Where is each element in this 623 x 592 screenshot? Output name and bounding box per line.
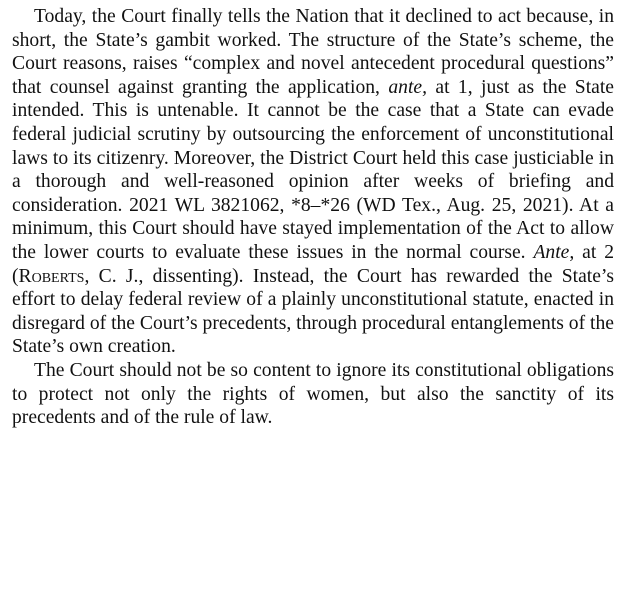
- paragraph-1-text-4: , C. J., dissenting). Instead, the Court has rewarded the State’s effort to delay federal review of a plainly unconstitutional statute, enacted in disregard of the Court’s precedents, through procedural entanglements of the State’s own creation.: [12, 265, 614, 358]
- citation-ante-1: ante,: [388, 76, 427, 98]
- paragraph-2-text-1: The Court should not be so content to ignore its constitutional obligations to protect not only the rights of women, but also the sanctity of its precedents and of the rule of law.: [12, 359, 614, 429]
- paragraph-1-text-3: at 2 (: [12, 241, 614, 287]
- citation-ante-2: Ante,: [533, 241, 575, 263]
- paragraph-2: [12, 359, 614, 430]
- paragraph-1: [12, 5, 614, 359]
- justice-name-roberts: Roberts: [18, 265, 85, 287]
- paragraph-1-text-2: at 1, just as the State intended. This is untenable. It cannot be the case that a State can evade federal judicial scrutiny by outsourcing the enforcement of unconstitutional laws to its citizenry. Moreover, the District Court held this case justiciable in a thorough and well-reasoned opinion after weeks of briefing and consideration. 2021 WL 3821062, *8–*26 (WD Tex., Aug. 25, 2021). At a minimum, this Court should have stayed implementation of the Act to allow the lower courts to evaluate these issues in the normal course.: [12, 76, 614, 263]
- paragraph-1-text-1: Today, the Court finally tells the Nation that it declined to act because, in short, the State’s gambit worked. The structure of the State’s scheme, the Court reasons, raises “complex and novel antecedent procedural questions” that counsel against granting the application,: [12, 6, 614, 98]
